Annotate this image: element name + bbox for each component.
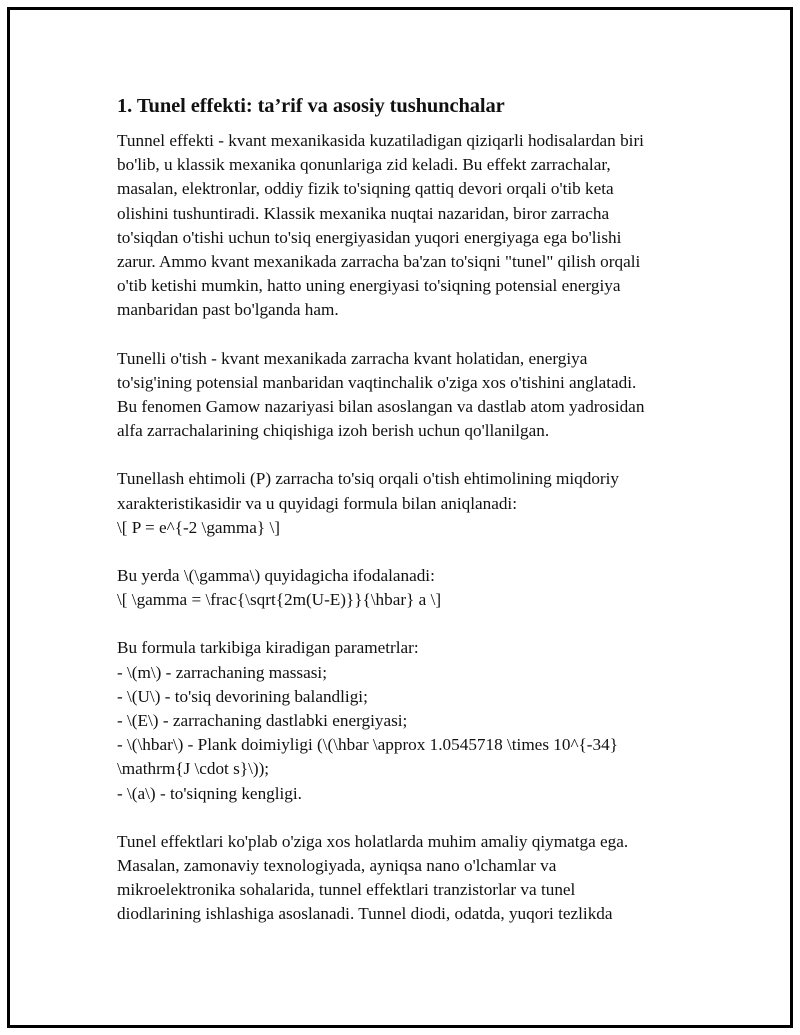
paragraph-applications	[117, 830, 697, 927]
text-line: zarur. Ammo kvant mexanikada zarracha ba'zan to'siqni "tunel" qilish orqali	[117, 252, 641, 272]
list-item: - \(\hbar\) - Plank doimiyligi (\(\hbar \approx 1.0545718 \times 10^{-34}	[117, 735, 618, 755]
text-line: Bu fenomen Gamow nazariyasi bilan asoslangan va dastlab atom yadrosidan	[117, 397, 645, 417]
text-line: to'sig'ining potensial manbaridan vaqtinchalik o'ziga xos o'tishini anglatadi.	[117, 372, 637, 392]
text-line: manbaridan past bo'lganda ham.	[117, 300, 339, 320]
text-line: Masalan, zamonaviy texnologiyada, ayniqsa nano o'lchamlar va	[117, 856, 557, 876]
text-line: Bu formula tarkibiga kiradigan parametrlar:	[117, 638, 419, 658]
paragraph-gamma	[117, 564, 697, 612]
document-body	[117, 93, 697, 951]
text-line: diodlarining ishlashiga asoslanadi. Tunnel diodi, odatda, yuqori tezlikda	[117, 904, 613, 924]
paragraph-parameters	[117, 636, 697, 805]
text-line: bo'lib, u klassik mexanika qonunlariga zid keladi. Bu effekt zarrachalar,	[117, 155, 611, 175]
formula-probability: \[ P = e^{-2 \gamma} \]	[117, 517, 280, 537]
list-item-continuation: \mathrm{J \cdot s}\));	[117, 759, 270, 779]
paragraph-probability	[117, 467, 697, 540]
text-line: Tunelli o'tish - kvant mexanikada zarracha kvant holatidan, energiya	[117, 348, 588, 368]
text-line: Bu yerda \(\gamma\) quyidagicha ifodalanadi:	[117, 566, 435, 586]
paragraph-definition	[117, 129, 697, 323]
list-item: - \(a\) - to'siqning kengligi.	[117, 783, 302, 803]
text-line: xarakteristikasidir va u quyidagi formula bilan aniqlanadi:	[117, 493, 517, 513]
text-line: mikroelektronika sohalarida, tunnel effektlari tranzistorlar va tunel	[117, 880, 576, 900]
text-line: masalan, elektronlar, oddiy fizik to'siqning qattiq devori orqali o'tib keta	[117, 179, 614, 199]
text-line: Tunel effektlari ko'plab o'ziga xos holatlarda muhim amaliy qiymatga ega.	[117, 831, 629, 851]
text-line: Tunellash ehtimoli (P) zarracha to'siq orqali o'tish ehtimolining miqdoriy	[117, 469, 620, 489]
paragraph-tunnel-transition	[117, 347, 697, 444]
text-line: Tunnel effekti - kvant mexanikasida kuzatiladigan qiziqarli hodisalardan biri	[117, 131, 644, 150]
text-line: alfa zarrachalarining chiqishiga izoh berish uchun qo'llanilgan.	[117, 421, 550, 441]
text-line: to'siqdan o'tishi uchun to'siq energiyasidan yuqori energiyaga ega bo'lishi	[117, 227, 622, 247]
text-line: olishini tushuntiradi. Klassik mexanika nuqtai nazaridan, biror zarracha	[117, 203, 610, 223]
text-line: o'tib ketishi mumkin, hatto uning energiyasi to'siqning potensial energiya	[117, 276, 621, 296]
list-item: - \(m\) - zarrachaning massasi;	[117, 662, 327, 682]
list-item: - \(U\) - to'siq devorining balandligi;	[117, 686, 368, 706]
list-item: - \(E\) - zarrachaning dastlabki energiyasi;	[117, 711, 408, 731]
formula-gamma: \[ \gamma = \frac{\sqrt{2m(U-E)}}{\hbar} a \]	[117, 590, 442, 610]
section-heading: 1. Tunel effekti: ta’rif va asosiy tushunchalar	[117, 95, 505, 117]
